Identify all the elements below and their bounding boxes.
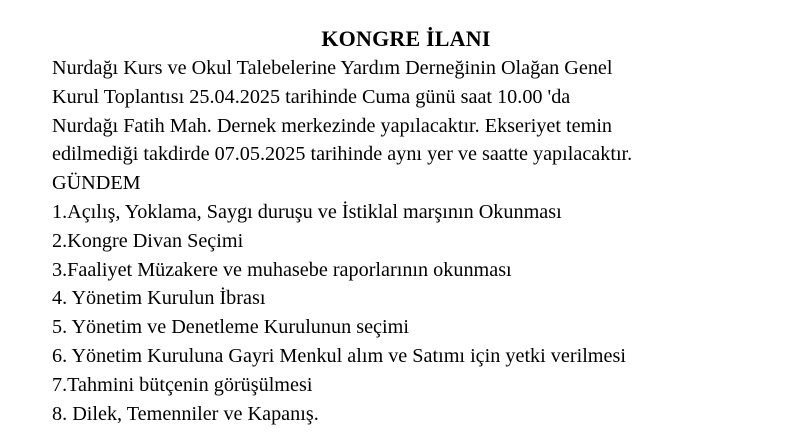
agenda-item: 1.Açılış, Yoklama, Saygı duruşu ve İstiklal marşının Okunması	[52, 200, 562, 223]
notice-paragraph	[52, 54, 812, 169]
paragraph-line: Nurdağı Kurs ve Okul Talebelerine Yardım Derneğinin Olağan Genel	[52, 57, 613, 79]
agenda-list	[52, 198, 812, 428]
agenda-item: 2.Kongre Divan Seçimi	[52, 229, 244, 252]
paragraph-line: Nurdağı Fatih Mah. Dernek merkezinde yapılacaktır. Ekseriyet temin	[52, 114, 613, 137]
agenda-header: GÜNDEM	[52, 172, 141, 195]
agenda-item: 8. Dilek, Temenniler ve Kapanış.	[52, 402, 319, 425]
paragraph-line: Kurul Toplantısı 25.04.2025 tarihinde Cuma günü saat 10.00 'da	[52, 85, 571, 108]
notice-title: KONGRE İLANI	[321, 26, 491, 51]
paragraph-line: edilmediği takdirde 07.05.2025 tarihinde aynı yer ve saatte yapılacaktır.	[52, 143, 633, 166]
agenda-item: 7.Tahmini bütçenin görüşülmesi	[52, 373, 313, 396]
agenda-item: 3.Faaliyet Müzakere ve muhasebe raporlarının okunması	[52, 258, 512, 281]
agenda-item: 4. Yönetim Kurulun İbrası	[52, 287, 266, 310]
agenda-item: 6. Yönetim Kuruluna Gayri Menkul alım ve Satımı için yetki verilmesi	[52, 344, 626, 367]
agenda-item: 5. Yönetim ve Denetleme Kurulunun seçimi	[52, 316, 409, 339]
